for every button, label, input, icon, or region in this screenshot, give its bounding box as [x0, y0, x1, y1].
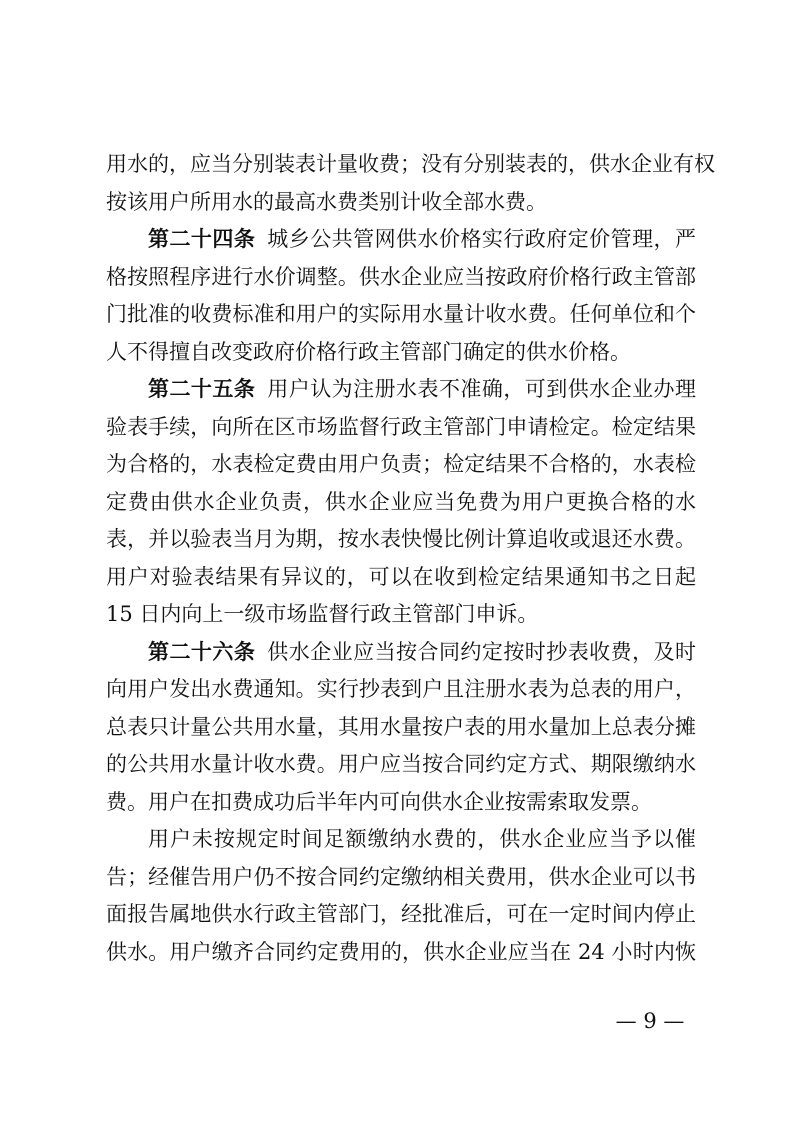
- article-text: 城乡公共管网供水价格实行政府定价管理，严: [267, 227, 697, 251]
- text-line: [106, 221, 696, 259]
- paragraph-unpaid-fees: [106, 821, 696, 971]
- document-body: [106, 146, 715, 971]
- text-line: 为合格的，水表检定费由用户负责；检定结果不合格的，水表检: [106, 452, 696, 476]
- text-line: 门批准的收费标准和用户的实际用水量计收水费。任何单位和个: [106, 302, 696, 326]
- text-line: 定费由供水企业负责，供水企业应当免费为用户更换合格的水: [106, 489, 696, 514]
- article-26: [106, 634, 696, 822]
- text-line: 的公共用水量计收水费。用户应当按合同约定方式、期限缴纳水: [106, 752, 696, 776]
- text-line: 用户未按规定时间足额缴纳水费的，供水企业应当予以催: [148, 827, 696, 851]
- text-line: 验表手续，向所在区市场监督行政主管部门申请检定。检定结果: [106, 414, 696, 439]
- article-text: 用户认为注册水表不准确，可到供水企业办理: [267, 377, 697, 401]
- text-line: 用户对验表结果有异议的，可以在收到检定结果通知书之日起: [106, 564, 696, 589]
- text-line: 向用户发出水费通知。实行抄表到户且注册水表为总表的用户，: [106, 677, 696, 701]
- text-line: 表，并以验表当月为期，按水表快慢比例计算追收或退还水费。: [106, 527, 696, 551]
- paragraph-continuation: [106, 146, 715, 221]
- article-text: 供水企业应当按合同约定按时抄表收费，及时: [267, 639, 697, 664]
- page-number: — 9 —: [615, 1009, 685, 1033]
- text-line: 面报告属地供水行政主管部门，经批准后，可在一定时间内停止: [106, 902, 696, 926]
- text-line: 总表只计量公共用水量，其用水量按户表的用水量加上总表分摊: [106, 714, 696, 739]
- text-line: [106, 634, 696, 672]
- text-line: 格按照程序进行水价调整。供水企业应当按政府价格行政主管部: [106, 264, 696, 289]
- text-line: 按该用户所用水的最高水费类别计收全部水费。: [106, 189, 547, 214]
- text-line: 人不得擅自改变政府价格行政主管部门确定的供水价格。: [106, 339, 631, 364]
- text-line: 费。用户在扣费成功后半年内可向供水企业按需索取发票。: [106, 789, 652, 814]
- article-label: 第二十四条: [148, 227, 256, 251]
- article-label: 第二十五条: [148, 377, 256, 401]
- text-line: 用水的，应当分别装表计量收费；没有分别装表的，供水企业有权: [106, 152, 715, 176]
- text-line: 供水。用户缴齐合同约定费用的，供水企业应当在 24 小时内恢: [106, 939, 696, 964]
- article-label: 第二十六条: [148, 639, 256, 664]
- article-25: [106, 371, 696, 634]
- text-line: [106, 371, 696, 409]
- article-24: [106, 221, 696, 371]
- text-line: 15 日内向上一级市场监督行政主管部门申诉。: [106, 602, 539, 626]
- text-line: 告；经催告用户仍不按合同约定缴纳相关费用，供水企业可以书: [106, 864, 696, 889]
